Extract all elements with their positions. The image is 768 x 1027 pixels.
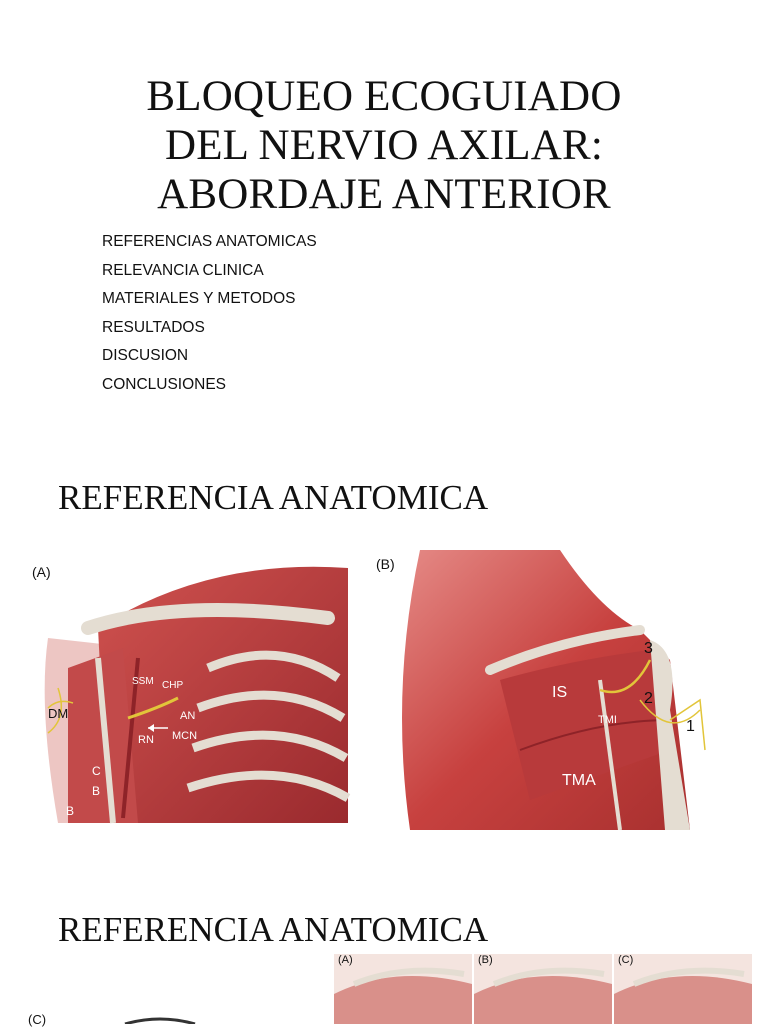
panel-label-a: (A): [32, 564, 51, 580]
table-of-contents: [102, 228, 317, 400]
thumbnail-c: [614, 954, 752, 1024]
label-rn: RN: [138, 734, 154, 746]
title-line-1: BLOQUEO ECOGUIADO: [146, 73, 622, 120]
label-tma: TMA: [562, 772, 596, 789]
figure-b-illustration: [370, 550, 710, 830]
section-heading: REFERENCIA ANATOMICA: [58, 478, 489, 517]
label-is: IS: [552, 684, 568, 701]
thumbnail-c-illustration: [614, 954, 752, 1024]
panel-label-c: (C): [28, 1012, 47, 1027]
toc-item: RELEVANCIA CLINICA: [102, 261, 264, 279]
label-2: 2: [644, 690, 653, 707]
figure-a-illustration: [28, 558, 358, 828]
label-c: C: [92, 764, 101, 778]
toc-item: CONCLUSIONES: [102, 375, 227, 393]
panel-label-b: (B): [376, 556, 395, 572]
thumbnail-label: (A): [338, 954, 353, 966]
label-an: AN: [180, 710, 196, 722]
section-heading: REFERENCIA ANATOMICA: [58, 910, 489, 949]
label-b: B: [92, 784, 101, 798]
anatomy-figure-b: [370, 550, 710, 830]
title-line-2: DEL NERVIO AXILAR:: [164, 122, 604, 169]
label-tmi: TMI: [598, 714, 617, 726]
thumbnail-label: (C): [618, 954, 634, 966]
label-ssm: SSM: [132, 676, 154, 687]
anatomy-figure-a: [28, 558, 358, 828]
label-3: 3: [644, 640, 653, 657]
toc-item: DISCUSION: [102, 347, 189, 365]
thumbnail-a: [334, 954, 472, 1024]
page-title: [0, 72, 768, 219]
label-1: 1: [686, 718, 695, 735]
label-dm: DM: [48, 706, 69, 721]
toc-item: RESULTADOS: [102, 318, 205, 336]
thumbnail-label: (B): [478, 954, 493, 966]
label-mcn: MCN: [172, 730, 198, 742]
illustration-edge: [120, 1016, 200, 1024]
toc-item: REFERENCIAS ANATOMICAS: [102, 233, 317, 250]
title-line-3: ABORDAJE ANTERIOR: [157, 171, 611, 218]
thumbnail-b-illustration: [474, 954, 612, 1024]
toc-item: MATERIALES Y METODOS: [102, 290, 296, 308]
thumbnail-b: [474, 954, 612, 1024]
label-b: B: [66, 804, 75, 818]
label-chp: CHP: [162, 680, 184, 691]
thumbnail-a-illustration: [334, 954, 472, 1024]
